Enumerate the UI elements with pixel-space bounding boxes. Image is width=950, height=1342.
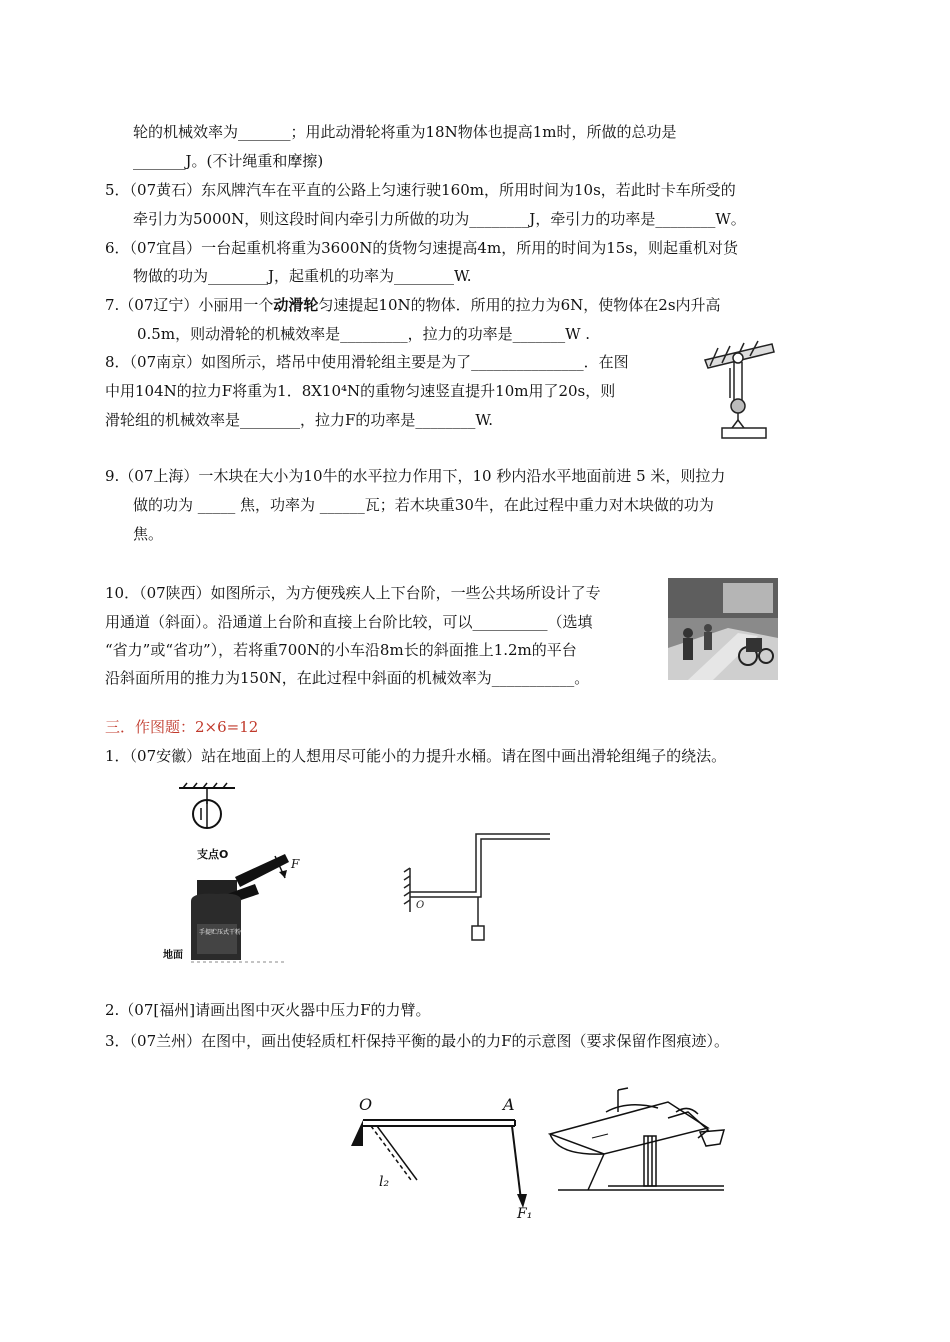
q9-line2: 做的功为 _____ 焦，功率为 ______瓦；若木块重30牛，在此过程中重力对木块做的功为: [133, 496, 714, 514]
d1-question: 1．（07安徽）站在地面上的人想用尽可能小的力提升水桶。请在图中画出滑轮组绳子的绕法。: [105, 747, 727, 765]
bucket-lever-figure: [548, 1078, 728, 1196]
ramp-photo: [668, 578, 778, 680]
d3-question: 3．（07兰州）在图中，画出使轻质杠杆保持平衡的最小的力F的示意图（要求保留作图痕迹）。: [105, 1032, 730, 1050]
q6-line1: 6．（07宜昌）一台起重机将重为3600N的货物匀速提高4m，所用的时间为15s，则起重机对货: [105, 239, 738, 257]
q8-line1: 8．（07南京）如图所示，塔吊中使用滑轮组主要是为了_______________．在图: [105, 353, 629, 371]
pivot-label: 支点O: [197, 848, 229, 861]
lever2-l-label: l₂: [379, 1174, 390, 1190]
q7-text-a: 7.（07辽宁）小丽用一个: [105, 296, 274, 314]
force-label-f: F: [291, 857, 300, 871]
extinguisher-figure: [135, 782, 315, 980]
q7-bold-term: 动滑轮: [273, 296, 319, 314]
q5-line2: 牵引力为5000N，则这段时间内牵引力所做的功为________J，牵引力的功率是________W。: [133, 210, 746, 228]
q4-line2: _______J。(不计绳重和摩擦): [133, 152, 324, 170]
crane-pulley-figure: [700, 338, 780, 443]
q4-line1: 轮的机械效率为_______；用此动滑轮将重为18N物体也提高1m时，所做的总功是: [133, 123, 677, 141]
section3-title: 三．作图题：2×6=12: [105, 718, 259, 736]
lever2-f-label: F₁: [517, 1206, 533, 1220]
q6-line2: 物做的功为________J，起重机的功率为________W.: [133, 267, 472, 285]
q9-line1: 9.（07上海）一木块在大小为10牛的水平拉力作用下，10 秒内沿水平地面前进 5 米，则拉力: [105, 467, 726, 485]
q10-line2: 用通道（斜面）。沿通道上台阶和直接上台阶比较，可以__________（选填: [105, 613, 593, 631]
q8-line2: 中用104N的拉力F将重为1．8X10⁴N的重物匀速竖直提升10m用了20s，则: [105, 382, 616, 400]
lever2-a-label: A: [503, 1095, 515, 1114]
q7-text-b: 匀速提起10N的物体．所用的拉力为6N，使物体在2s内升高: [318, 296, 721, 314]
d2-question: 2.（07[福州]请画出图中灭火器中压力F的力臂。: [105, 1001, 431, 1019]
q7-line1: [105, 295, 721, 315]
q8-line3: 滑轮组的机械效率是________，拉力F的功率是________W.: [105, 411, 493, 429]
q10-line4: 沿斜面所用的推力为150N，在此过程中斜面的机械效率为___________。: [105, 669, 590, 687]
q10-line3: “省力”或“省功”），若将重700N的小车沿8m长的斜面推上1.2m的平台: [105, 641, 577, 659]
bent-lever-figure: [400, 828, 552, 944]
q10-line1: 10．（07陕西）如图所示，为方便残疾人上下台阶，一些公共场所设计了专: [105, 584, 601, 602]
ground-label: 地面: [163, 950, 183, 961]
lever-oa-figure: [345, 1090, 535, 1220]
extinguisher-brand-label: 手提贮压式干粉灭火器: [199, 929, 260, 936]
q9-line3: 焦。: [133, 525, 164, 543]
q7-line2: 0.5m，则动滑轮的机械效率是_________，拉力的功率是_______W .: [137, 325, 591, 343]
q5-line1: 5．（07黄石）东风牌汽车在平直的公路上匀速行驶160m，所用时间为10s，若此时卡车所受的: [105, 181, 736, 199]
lever2-o-label: O: [359, 1095, 373, 1114]
lever1-o-label: O: [416, 900, 425, 911]
